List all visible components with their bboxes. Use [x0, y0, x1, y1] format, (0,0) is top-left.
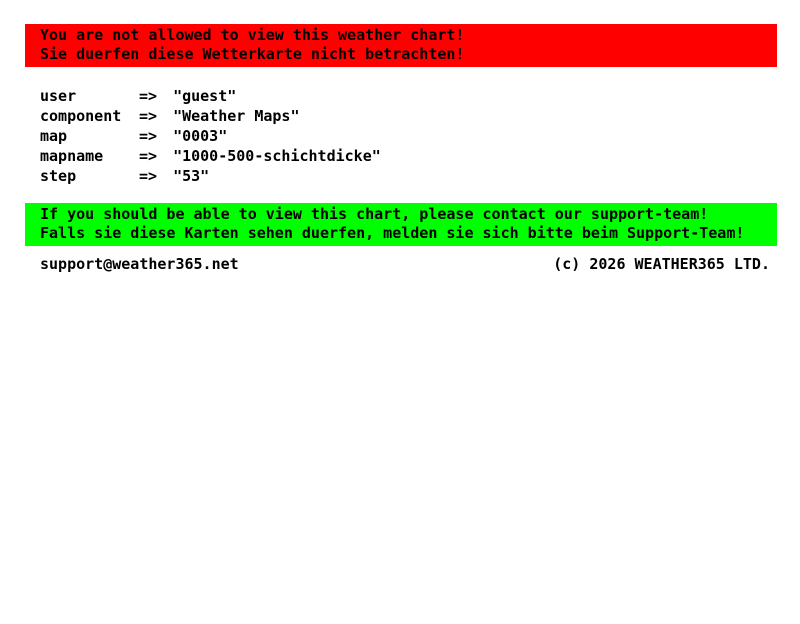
support-line-english: If you should be able to view this chart, please contact our support-team! [40, 205, 709, 223]
detail-value: "Weather Maps" [173, 107, 300, 125]
error-banner [25, 24, 777, 67]
error-line-english: You are not allowed to view this weather chart! [40, 26, 465, 44]
detail-key: step [40, 167, 77, 185]
arrow-glyph: => [139, 127, 158, 145]
footer [40, 254, 770, 274]
detail-row-user [40, 86, 800, 106]
detail-key: mapname [40, 147, 104, 165]
support-email: support@weather365.net [40, 255, 239, 273]
detail-value: "1000-500-schichtdicke" [173, 147, 381, 165]
detail-row-map [40, 126, 800, 146]
arrow-glyph: => [139, 167, 158, 185]
detail-value: "guest" [173, 87, 237, 105]
arrow-glyph: => [139, 87, 158, 105]
request-details-list [40, 86, 800, 186]
copyright-text: (c) 2026 WEATHER365 LTD. [553, 255, 770, 273]
support-banner [25, 203, 777, 246]
detail-key: user [40, 87, 77, 105]
arrow-glyph: => [139, 107, 158, 125]
arrow-glyph: => [139, 147, 158, 165]
detail-value: "0003" [173, 127, 228, 145]
detail-value: "53" [173, 167, 210, 185]
detail-key: map [40, 127, 68, 145]
detail-row-mapname [40, 146, 800, 166]
detail-key: component [40, 107, 122, 125]
detail-row-step [40, 166, 800, 186]
support-line-german: Falls sie diese Karten sehen duerfen, melden sie sich bitte beim Support-Team! [40, 224, 745, 242]
detail-row-component [40, 106, 800, 126]
error-line-german: Sie duerfen diese Wetterkarte nicht betrachten! [40, 45, 465, 63]
